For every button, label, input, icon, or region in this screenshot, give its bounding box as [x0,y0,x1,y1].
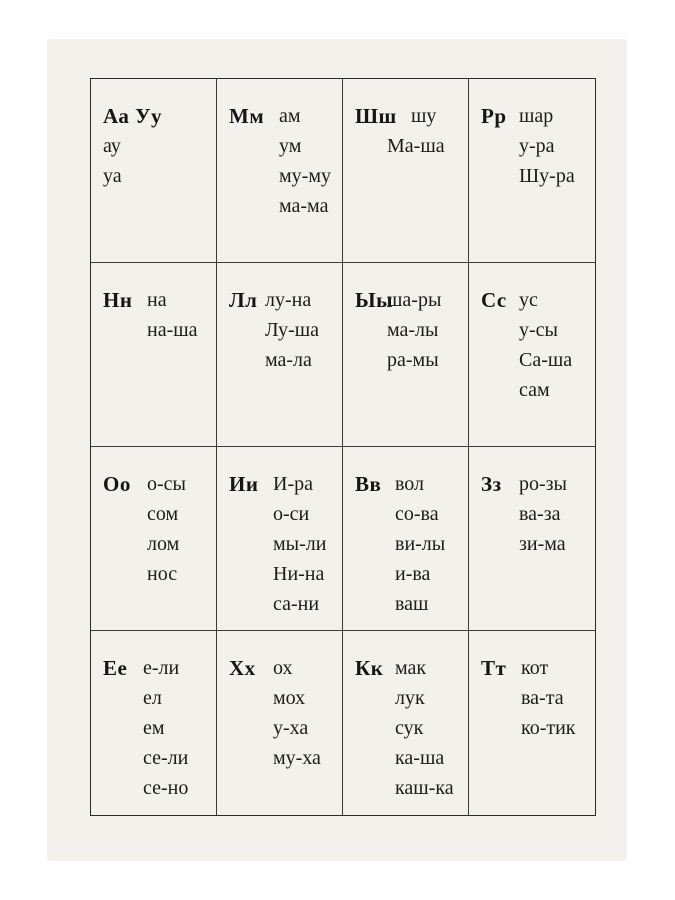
letter-heading: Шш [355,104,397,128]
word: со-ва [395,503,439,525]
word: ра-мы [387,349,439,371]
letter-heading: Сс [481,288,507,312]
word: ва-за [519,503,561,525]
word: ма-лы [387,319,439,341]
word-list [279,101,331,221]
word: ам [279,105,301,127]
word: нос [147,563,178,585]
letter-heading: Оо [103,472,131,496]
word: са-ни [273,593,320,615]
word: ус [519,289,538,311]
word-list [387,285,441,375]
cell-h [217,631,343,815]
word: у-ра [519,135,555,157]
cell-t [469,631,595,815]
word-list [273,469,326,619]
word: каш-ка [395,777,454,799]
word: е-ли [143,657,180,679]
word: у-сы [519,319,558,341]
word: мох [273,687,306,709]
word: ваш [395,593,429,615]
letter-heading: Ее [103,656,128,680]
word: му-ха [273,747,321,769]
cell-i [217,447,343,631]
word: ко-тик [521,717,576,739]
cell-sh [343,79,469,263]
cell-l [217,263,343,447]
word: ша-ры [387,289,442,311]
letter-heading: Ыы [355,288,394,312]
word-list [273,653,321,773]
word-list [147,285,198,345]
word-list [519,469,567,559]
word: Ни-на [273,563,325,585]
word: ау [103,135,121,157]
word: лук [395,687,425,709]
word: ва-та [521,687,564,709]
letter-heading: Аа Уу [103,104,163,128]
word: вол [395,473,425,495]
word: ка-ша [395,747,445,769]
word-list [103,131,122,191]
word: ви-лы [395,533,446,555]
word: ем [143,717,165,739]
cell-k [343,631,469,815]
word: шар [519,105,554,127]
word: ма-ма [279,195,329,217]
letter-heading: Тт [481,656,507,680]
letter-heading: Лл [229,288,258,312]
word: ма-ла [265,349,312,371]
word: лом [147,533,180,555]
word: ро-зы [519,473,567,495]
word-list [395,653,454,803]
word: о-сы [147,473,186,495]
cell-m [217,79,343,263]
word-list [521,653,576,743]
cell-v [343,447,469,631]
cell-n [91,263,217,447]
letter-heading: Кк [355,656,384,680]
letter-heading: Рр [481,104,507,128]
word: му-му [279,165,331,187]
word: се-но [143,777,189,799]
word: Лу-ша [265,319,320,341]
word: Шу-ра [519,165,575,187]
word: Са-ша [519,349,573,371]
word: ох [273,657,293,679]
word: сом [147,503,179,525]
cell-s [469,263,595,447]
word-list [395,469,445,619]
letter-heading: Мм [229,104,265,128]
cell-o [91,447,217,631]
word: ел [143,687,162,709]
word-list [519,101,575,191]
letter-heading: Зз [481,472,502,496]
word: мы-ли [273,533,327,555]
word: о-си [273,503,310,525]
cell-r [469,79,595,263]
word-list [387,101,445,161]
word: зи-ма [519,533,566,555]
cell-e [91,631,217,815]
word: И-ра [273,473,313,495]
cell-y [343,263,469,447]
letter-table [90,78,596,816]
letter-heading: Хх [229,656,256,680]
word: Ма-ша [387,135,445,157]
cell-z [469,447,595,631]
word-list [143,653,188,803]
letter-heading: Ии [229,472,259,496]
word-list [265,285,319,375]
cell-a-u [91,79,217,263]
word: лу-на [265,289,312,311]
letter-heading: Нн [103,288,133,312]
word: сам [519,379,550,401]
word: шу [411,105,437,127]
word: кот [521,657,549,679]
word: ум [279,135,302,157]
word: мак [395,657,427,679]
word: сук [395,717,424,739]
word-list [147,469,186,589]
word: у-ха [273,717,309,739]
word: се-ли [143,747,189,769]
word: и-ва [395,563,431,585]
letter-heading: Вв [355,472,382,496]
word: на [147,289,167,311]
word-list [519,285,572,405]
word: на-ша [147,319,198,341]
word: уа [103,165,122,187]
